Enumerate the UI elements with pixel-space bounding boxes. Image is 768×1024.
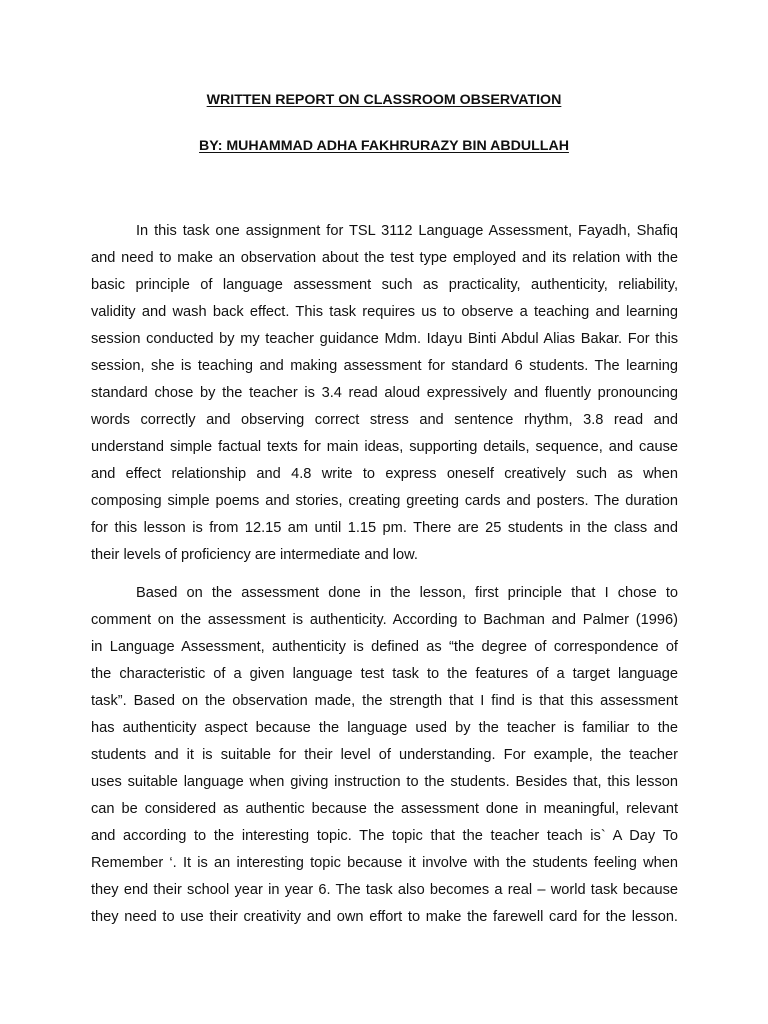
paragraph-line: they need to use their creativity and own effort to make the farewell card for the lesson.	[91, 909, 678, 925]
paragraph-line: they end their school year in year 6. The task also becomes a real – world task because	[91, 882, 678, 898]
paragraph-line: their levels of proficiency are intermediate and low.	[91, 547, 418, 563]
paragraph-line: in Language Assessment, authenticity is defined as “the degree of correspondence of	[91, 639, 678, 655]
paragraph-line: and need to make an observation about the test type employed and its relation with the	[91, 250, 678, 266]
paragraph-line: Based on the assessment done in the lesson, first principle that I chose to	[136, 585, 678, 601]
paragraph-line: standard chose by the teacher is 3.4 read aloud expressively and fluently pronouncing	[91, 385, 678, 401]
paragraph-line: students and it is suitable for their level of understanding. For example, the teacher	[91, 747, 678, 763]
paragraph-line: understand simple factual texts for main ideas, supporting details, sequence, and cause	[91, 439, 678, 455]
paragraph-1	[91, 218, 678, 569]
paragraph-line: for this lesson is from 12.15 am until 1.15 pm. There are 25 students in the class and	[91, 520, 678, 536]
paragraph-line: validity and wash back effect. This task requires us to observe a teaching and learning	[91, 304, 678, 320]
author-byline: BY: MUHAMMAD ADHA FAKHRURAZY BIN ABDULLAH	[199, 138, 569, 154]
document-title: WRITTEN REPORT ON CLASSROOM OBSERVATION	[206, 92, 562, 108]
paragraph-line: Remember ‘. It is an interesting topic because it involve with the students feeling when	[91, 855, 678, 871]
paragraph-line: can be considered as authentic because the assessment done in meaningful, relevant	[91, 801, 678, 817]
paragraph-line: comment on the assessment is authenticity. According to Bachman and Palmer (1996)	[91, 612, 678, 628]
paragraph-line: task”. Based on the observation made, the strength that I find is that this assessment	[91, 693, 678, 709]
paragraph-line: uses suitable language when giving instruction to the students. Besides that, this lesson	[91, 774, 678, 790]
paragraph-2	[91, 580, 678, 931]
paragraph-line: session conducted by my teacher guidance Mdm. Idayu Binti Abdul Alias Bakar. For this	[91, 331, 678, 347]
paragraph-line: composing simple poems and stories, creating greeting cards and posters. The duration	[91, 493, 678, 509]
paragraph-line: has authenticity aspect because the language used by the teacher is familiar to the	[91, 720, 678, 736]
paragraph-line: and effect relationship and 4.8 write to express oneself creatively such as when	[91, 466, 678, 482]
paragraph-line: words correctly and observing correct stress and sentence rhythm, 3.8 read and	[91, 412, 678, 428]
paragraph-line: and according to the interesting topic. The topic that the teacher teach is` A Day To	[91, 828, 678, 844]
paragraph-line: basic principle of language assessment such as practicality, authenticity, reliability,	[91, 277, 678, 293]
paragraph-line: session, she is teaching and making assessment for standard 6 students. The learning	[91, 358, 678, 374]
paragraph-line: In this task one assignment for TSL 3112 Language Assessment, Fayadh, Shafiq	[136, 223, 678, 239]
paragraph-line: the characteristic of a given language test task to the features of a target language	[91, 666, 678, 682]
